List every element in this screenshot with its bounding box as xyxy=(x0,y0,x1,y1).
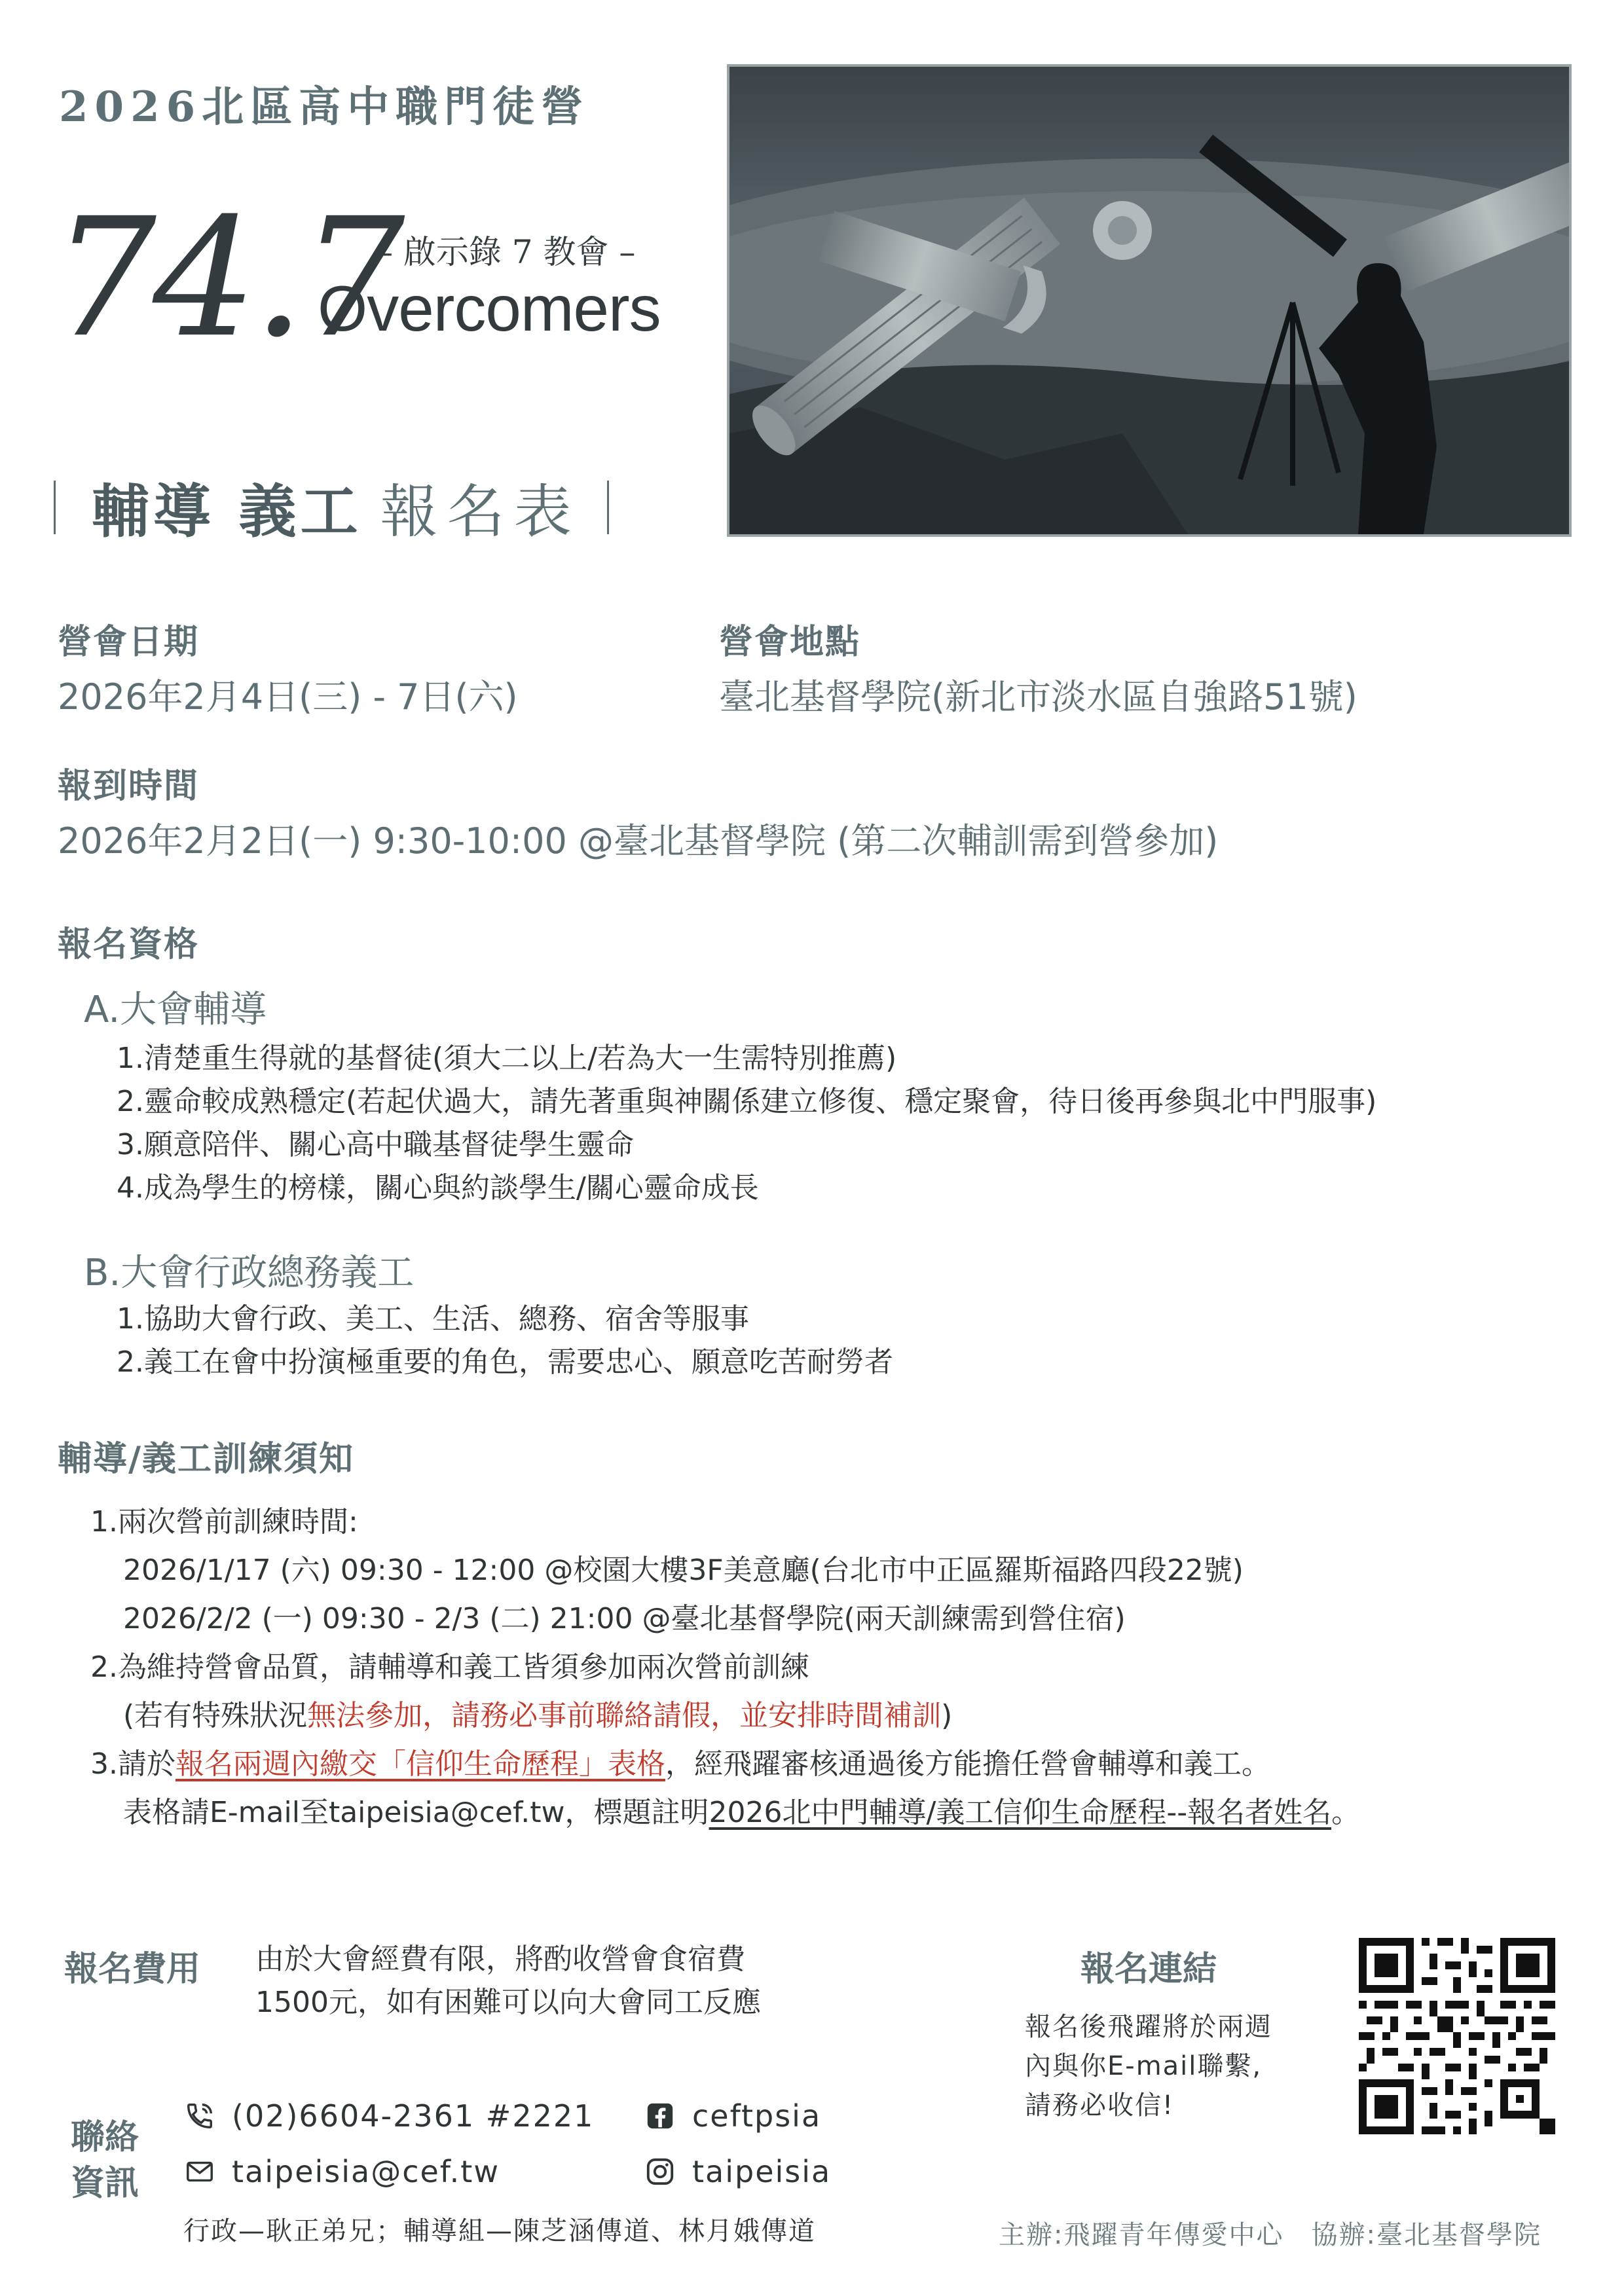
form-title-light: 報名表 xyxy=(380,478,581,545)
signup-note-line-1: 報名後飛躍將於兩週 xyxy=(1025,2012,1272,2042)
email-row[interactable] xyxy=(185,2154,500,2189)
training-session-1: 2026/1/17 (六) 09:30 - 12:00 @校園大樓3F美意廳(台北市中正區羅斯福路四段22號) xyxy=(123,1554,1244,1587)
instagram-icon xyxy=(645,2157,675,2187)
camp-title: 2026北區高中職門徒營 xyxy=(59,82,590,132)
facebook-handle: ceftpsia xyxy=(692,2098,822,2134)
location-label: 營會地點 xyxy=(719,623,861,662)
item3-line2-underlined: 2026北中門輔導/義工信仰生命歷程--報名者姓名 xyxy=(709,1796,1332,1829)
date-value: 2026年2月4日(三) - 7日(六) xyxy=(58,676,518,718)
hero-illustration xyxy=(727,64,1572,537)
signup-label: 報名連結 xyxy=(1080,1950,1217,1989)
section-b-item: 1.協助大會行政、美工、生活、總務、宿舍等服事 xyxy=(117,1302,749,1336)
contact-label-line-1: 聯絡 xyxy=(71,2118,139,2157)
section-a-item: 3.願意陪伴、關心高中職基督徒學生靈命 xyxy=(117,1128,634,1161)
section-b-title: B.大會行政總務義工 xyxy=(84,1252,415,1294)
phone-number: (02)6604-2361 #2221 xyxy=(232,2098,595,2134)
fee-line-2: 1500元，如有困難可以向大會同工反應 xyxy=(255,1986,761,2019)
facebook-icon xyxy=(645,2101,675,2131)
form-title-bold: 輔導 義工 xyxy=(92,478,362,545)
email-address: taipeisia@cef.tw xyxy=(232,2154,500,2189)
item3-pre: 3.請於 xyxy=(90,1747,175,1781)
fee-text xyxy=(255,1938,761,2024)
section-a-item: 2.靈命較成熟穩定(若起伏過大，請先著重與神關係建立修復、穩定聚會，待日後再參與北中門服事) xyxy=(117,1085,1377,1118)
contact-label xyxy=(71,2115,139,2206)
theme-word: Overcomers xyxy=(318,272,661,344)
training-item-2-title: 2.為維持營會品質，請輔導和義工皆須參加兩次營前訓練 xyxy=(90,1650,809,1684)
section-a-title: A.大會輔導 xyxy=(84,989,267,1031)
facebook-row[interactable] xyxy=(645,2098,821,2134)
training-item-3 xyxy=(90,1740,1270,1782)
section-a-item: 1.清楚重生得就的基督徒(須大二以上/若為大一生需特別推薦) xyxy=(117,1042,897,1075)
section-a-item: 4.成為學生的榜樣，關心與約談學生/關心靈命成長 xyxy=(117,1171,759,1205)
note-red: 無法參加，請務必事前聯絡請假，並安排時間補訓 xyxy=(307,1699,942,1732)
theme-subtitle: – 啟示錄 7 教會 – xyxy=(377,233,636,271)
fee-line-1: 由於大會經費有限，將酌收營會食宿費 xyxy=(255,1942,745,1976)
phone-icon xyxy=(185,2101,215,2131)
item3-line2-pre: 表格請E-mail至taipeisia@cef.tw，標題註明 xyxy=(123,1796,709,1829)
instagram-row[interactable] xyxy=(645,2154,831,2189)
title-divider-right xyxy=(607,481,609,534)
phone-row[interactable] xyxy=(185,2098,594,2134)
training-item-1-title: 1.兩次營前訓練時間: xyxy=(90,1505,358,1539)
qr-code[interactable] xyxy=(1359,1938,1555,2134)
date-label: 營會日期 xyxy=(58,623,200,662)
item3-post: ，經飛躍審核通過後方能擔任營會輔導和義工。 xyxy=(665,1747,1270,1781)
checkin-value: 2026年2月2日(一) 9:30-10:00 @臺北基督學院 (第二次輔訓需到營參加) xyxy=(58,820,1219,862)
instagram-handle: taipeisia xyxy=(692,2154,832,2189)
eligibility-label: 報名資格 xyxy=(58,925,200,964)
signup-note-line-3: 請務必收信! xyxy=(1025,2090,1175,2121)
title-divider-left xyxy=(54,481,56,534)
section-b-item: 2.義工在會中扮演極重要的角色，需要忠心、願意吃苦耐勞者 xyxy=(117,1345,893,1379)
location-value: 臺北基督學院(新北市淡水區自強路51號) xyxy=(719,676,1357,718)
item3-red: 報名兩週內繳交「信仰生命歷程」表格 xyxy=(175,1747,665,1781)
training-session-2: 2026/2/2 (一) 09:30 - 2/3 (二) 21:00 @臺北基督學院(兩天訓練需到營住宿) xyxy=(123,1602,1126,1635)
note-pre: (若有特殊狀況 xyxy=(123,1699,308,1732)
training-label: 輔導/義工訓練須知 xyxy=(58,1440,354,1479)
signup-note xyxy=(1025,2007,1272,2125)
note-post: ) xyxy=(941,1699,953,1732)
mail-icon xyxy=(185,2157,215,2187)
contact-label-line-2: 資訊 xyxy=(71,2164,139,2203)
fee-label: 報名費用 xyxy=(64,1950,201,1989)
staff-contacts: 行政—耿正弟兄；輔導組—陳芝涵傳道、林月娥傳道 xyxy=(183,2216,816,2246)
form-title xyxy=(54,471,609,543)
item3-line2-post: 。 xyxy=(1331,1796,1361,1829)
training-item-2-note xyxy=(123,1692,952,1734)
checkin-label: 報到時間 xyxy=(58,767,200,806)
theme-number: 74.7 xyxy=(52,183,401,373)
training-item-3-line2 xyxy=(123,1789,1360,1831)
organizers: 主辦:飛躍青年傳愛中心 協辦:臺北基督學院 xyxy=(999,2220,1541,2250)
signup-note-line-2: 內與你E-mail聯繫, xyxy=(1025,2051,1263,2081)
